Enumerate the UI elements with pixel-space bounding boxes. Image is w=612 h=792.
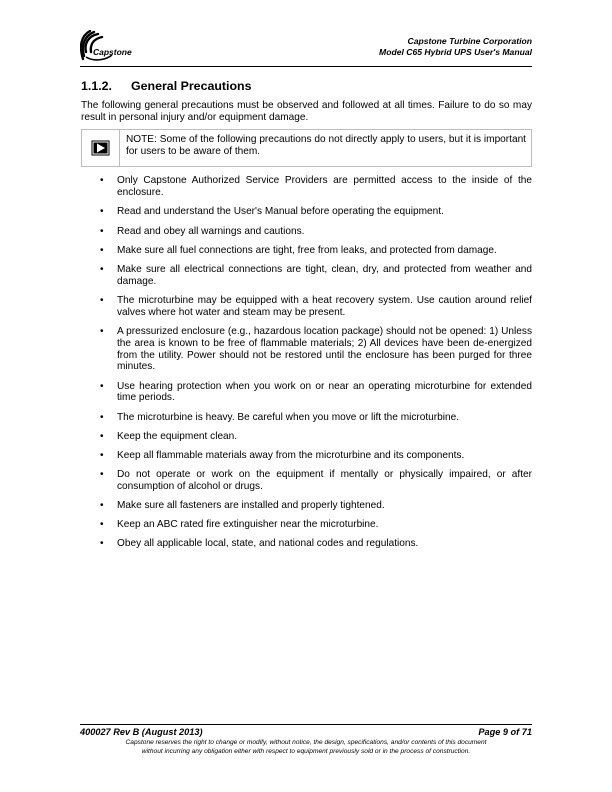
list-item: [81, 500, 532, 512]
list-item: [81, 381, 532, 405]
note-text: NOTE: Some of the following precautions do not directly apply to users, but it is important for users to be aware of them.: [126, 134, 526, 158]
list-item-text: Read and obey all warnings and cautions.: [117, 225, 305, 237]
list-item: [81, 431, 532, 443]
list-item-text: A pressurized enclosure (e.g., hazardous location package) should not be opened: 1) Unless the area is known to be free of flammable materials; 2) All devices have been de-energized from the utility. Power should not be restored until the enclosure has been purged for three minutes.: [117, 325, 532, 373]
list-item: [81, 295, 532, 319]
list-item-text: Make sure all electrical connections are tight, clean, dry, and protected from weather and damage.: [117, 263, 532, 287]
list-item: [81, 175, 532, 199]
precautions-list: [81, 175, 532, 549]
company-name: Capstone Turbine Corporation: [407, 36, 532, 46]
bullet-marker: •: [100, 380, 104, 392]
list-item-text: Make sure all fuel connections are tight, free from leaks, and protected from damage.: [117, 244, 497, 256]
bullet-marker: •: [100, 518, 104, 530]
list-item: [81, 469, 532, 493]
bullet-marker: •: [100, 325, 104, 337]
section-title: General Precautions: [131, 79, 252, 93]
list-item: [81, 326, 532, 374]
document-title: Model C65 Hybrid UPS User's Manual: [379, 47, 532, 57]
list-item: [81, 264, 532, 288]
list-item-text: Only Capstone Authorized Service Providers are permitted access to the inside of the enclosure.: [117, 175, 532, 199]
bullet-marker: •: [100, 225, 104, 237]
footer-row: [80, 727, 532, 738]
bullet-marker: •: [100, 175, 104, 187]
list-item-text: The microturbine is heavy. Be careful when you move or lift the microturbine.: [117, 411, 460, 423]
list-item: [81, 412, 532, 424]
bullet-marker: •: [100, 430, 104, 442]
capstone-logo: [80, 30, 150, 64]
list-item: [81, 450, 532, 462]
disclaimer-line: Capstone reserves the right to change or modify, without notice, the design, specifications, and/or contents of this document: [125, 739, 487, 746]
list-item-text: Do not operate or work on the equipment if mentally or physically impaired, or after consumption of alcohol or drugs.: [117, 468, 532, 492]
header-divider: [80, 66, 532, 67]
list-item: [81, 245, 532, 257]
list-item: [81, 206, 532, 218]
note-icon-cell: [82, 130, 120, 166]
header-titles: [379, 36, 532, 58]
document-number: 400027 Rev B (August 2013): [80, 727, 203, 737]
list-item: [81, 519, 532, 531]
list-item-text: Read and understand the User's Manual before operating the equipment.: [117, 206, 444, 218]
list-item-text: Keep the equipment clean.: [117, 430, 238, 442]
bullet-marker: •: [100, 263, 104, 275]
list-item-text: The microturbine may be equipped with a heat recovery system. Use caution around relief valves where hot water and steam may be present.: [117, 294, 532, 318]
bullet-marker: •: [100, 294, 104, 306]
bullet-marker: •: [100, 468, 104, 480]
bullet-marker: •: [100, 206, 104, 218]
list-item-text: Use hearing protection when you work on or near an operating microturbine for extended time periods.: [117, 380, 532, 404]
arrow-right-icon: [91, 140, 110, 156]
bullet-marker: •: [100, 499, 104, 511]
page-number: Page 9 of 71: [478, 727, 532, 737]
list-item-text: Make sure all fasteners are installed and properly tightened.: [117, 499, 385, 511]
bullet-marker: •: [100, 449, 104, 461]
section-heading: [81, 79, 532, 93]
note-box: [81, 129, 532, 167]
list-item-text: Keep all flammable materials away from the microturbine and its components.: [117, 449, 465, 461]
svg-text:Capstone: Capstone: [93, 47, 132, 57]
section-number: 1.1.2.: [81, 79, 113, 93]
bullet-marker: •: [100, 537, 104, 549]
bullet-marker: •: [100, 411, 104, 423]
footer-divider: [80, 724, 532, 725]
list-item-text: Keep an ABC rated fire extinguisher near the microturbine.: [117, 518, 379, 530]
bullet-marker: •: [100, 244, 104, 256]
list-item-text: Obey all applicable local, state, and national codes and regulations.: [117, 537, 419, 549]
list-item: [81, 538, 532, 550]
page-header: [80, 26, 532, 76]
footer-disclaimer: [80, 739, 532, 756]
list-item: [81, 226, 532, 238]
disclaimer-line: without incurring any obligation either with respect to equipment previously sold or in the process of construction.: [141, 747, 471, 755]
intro-paragraph: The following general precautions must be observed and followed at all times. Failure to do so may result in personal injury and/or equipment damage.: [81, 100, 532, 124]
page-content: [81, 79, 532, 557]
page-footer: [80, 727, 532, 756]
